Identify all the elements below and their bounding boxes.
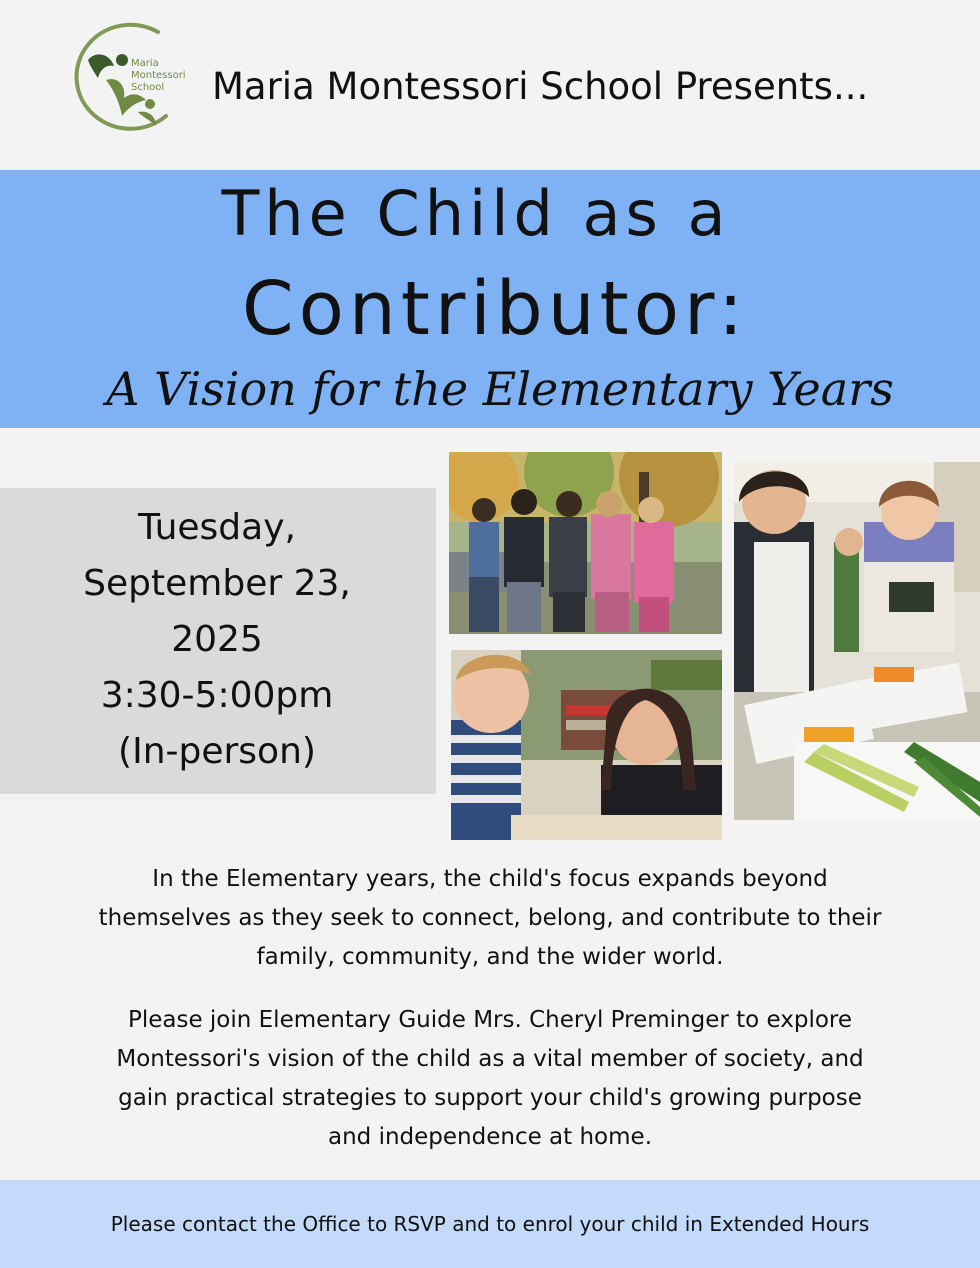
event-title-line-2: Contributor: xyxy=(241,266,749,352)
photo-children-walking xyxy=(449,452,722,634)
rsvp-note: Please contact the Office to RSVP and to enrol your child in Extended Hours xyxy=(110,1212,870,1236)
presenter-line: Maria Montessori School Presents... xyxy=(212,65,869,108)
invitation-paragraph: Please join Elementary Guide Mrs. Cheryl Preminger to explore Montessori's vision of the child as a vital member of society, and gain practical strategies to support your child's growing purpose and independence at home. xyxy=(116,1007,864,1150)
event-year: 2025 xyxy=(171,619,263,660)
event-time: 3:30-5:00pm xyxy=(100,675,334,716)
photo-children-cooking xyxy=(734,462,980,820)
logo-wordmark: Maria Montessori School xyxy=(131,58,186,93)
event-day: Tuesday, xyxy=(138,507,296,548)
event-subtitle: A Vision for the Elementary Years xyxy=(106,362,894,416)
event-format: (In-person) xyxy=(118,731,316,772)
intro-paragraph: In the Elementary years, the child's focus expands beyond themselves as they seek to connect, belong, and contribute to their family, community, and the wider world. xyxy=(98,866,882,970)
event-details xyxy=(0,500,434,780)
photo-children-at-table xyxy=(451,650,722,840)
event-title-line-1: The Child as a xyxy=(221,177,731,250)
event-date: September 23, xyxy=(83,563,351,604)
